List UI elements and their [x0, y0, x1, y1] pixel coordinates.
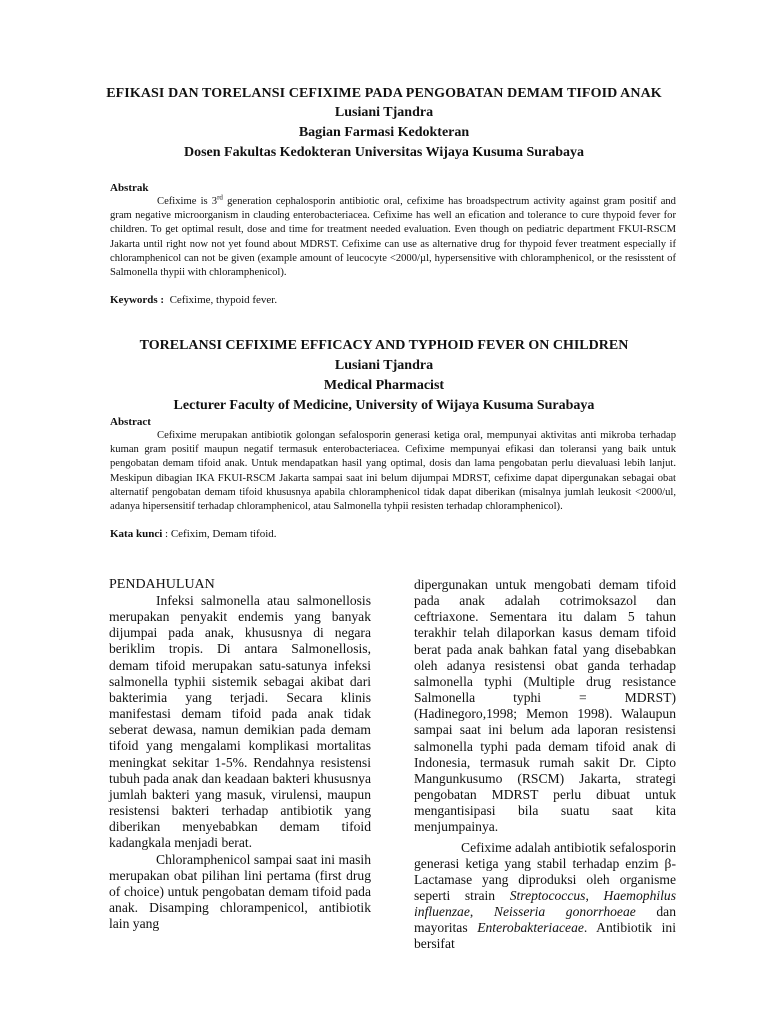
keywords-label: Keywords : — [110, 294, 165, 307]
abstract-text: Cefixime is 3rd generation cephalosporin antibiotic oral, cefixime has broadspectrum activity against gram positif and gram negative microorganism in clauding enterobacteriacea. Cefixime has well an efication and tolerance to cure thypoid fever for children. To get optimal result, dose and time for treatment needed evaluation. Even though on pediatric department FKUI-RSCM Jakarta until right now not yet found about MDRST. Cefixime can use as alternative drug for thypoid fever treatment especially if chloramphenicol can not be given (example amount of leucocyte <2000/µl, hypersensitive with chloramphenicol, or the resisstent of Salmonella thypii with chloramphenicol). — [110, 193, 676, 279]
paper-header-english — [0, 336, 768, 416]
paper-title: EFIKASI DAN TORELANSI CEFIXIME PADA PENGOBATAN DEMAM TIFOID ANAK — [106, 86, 662, 101]
paragraph: dipergunakan untuk mengobati demam tifoid pada anak adalah cotrimoksazol dan ceftriaxone. Sementara itu dalam 5 tahun terakhir telah dilaporkan kasus demam tifoid berat pada anak bahkan fatal yang disebabkan oleh adanya resistensi obat ganda terhadap salmonella typhi (Multiple drug resistance Salmonella typhi = MDRST) (Hadinegoro,1998; Memon 1998). Walaupun sampai saat ini belum ada laporan resistensi salmonella typhi pada demam tifoid anak di Indonesia, termasuk rumah sakit Dr. Cipto Mangunkusumo (RSCM) Jakarta, strategi pengobatan MDRST perlu dibuat untuk mengantisipasi bila suatu saat kita menjumpainya. — [414, 577, 676, 835]
paragraph: Infeksi salmonella atau salmonellosis merupakan penyakit endemis yang banyak dijumpai pada anak, khususnya di negara beriklim tropis. Di antara Salmonellosis, demam tifoid merupakan satu-satunya infeksi salmonella typhii sistemik sebagai akibat dari bakterimia yang terjadi. Secara klinis manifestasi demam tifoid pada anak tidak seberat dewasa, namun demikian pada demam tifoid yang mengalami komplikasi mortalitas meningkat sekitar 1-5%. Rendahnya resistensi tubuh pada anak dan keadaan bakteri khususnya jumlah bakteri yang masuk, virulensi, maupun resistensi bakteri terhadap antibiotik yang diberikan menyebabkan demam tifoid kadangkala menjadi berat. — [109, 593, 371, 851]
body-column-right — [414, 577, 676, 953]
author-name: Lusiani Tjandra — [334, 105, 434, 120]
paper-title-2: TORELANSI CEFIXIME EFFICACY AND TYPHOID FEVER ON CHILDREN — [139, 338, 629, 353]
section-heading: PENDAHULUAN — [109, 577, 215, 592]
abstract-section-2 — [110, 416, 676, 541]
keywords-line-2 — [110, 527, 676, 541]
affiliation: Dosen Fakultas Kedokteran Universitas Wijaya Kusuma Surabaya — [183, 145, 585, 160]
department-2: Medical Pharmacist — [323, 378, 445, 393]
keywords-value: Cefixime, thypoid fever. — [169, 294, 278, 307]
abstract-label-2: Abstract — [110, 416, 151, 428]
abstract-section-1 — [110, 182, 676, 307]
body-column-left — [109, 577, 371, 932]
abstract-text-2: Cefixime merupakan antibiotik golongan sefalosporin generasi ketiga oral, mempunyai aktivitas anti mikroba terhadap kuman gram positif maupun negatif termasuk enterobacteriacea. Cefixime mempunyai efikasi dan toleransi yang baik untuk pengobatan demam tifoid anak. Untuk mendapatkan hasil yang optimal, dosis dan lama pengobatan perlu dievaluasi lebih lanjut. Meskipun dibagian IKA FKUI-RSCM Jakarta sampai saat ini belum dijumpai MDRST, cefixime dapat dipergunakan sebagai obat alternatif pengobatan demam tifoid khususnya apabila chloramphenicol tidak dapat diberikan (misalnya jumlah leukosit <2000/ul, adanya hipersensitif terhadap chloramphenicol, atau Salmonella tyhpii resisten terhadap chloramphenicol). — [110, 430, 676, 513]
paper-header-indonesian — [0, 84, 768, 163]
abstract-label: Abstrak — [110, 182, 149, 194]
affiliation-2: Lecturer Faculty of Medicine, University of Wijaya Kusuma Surabaya — [173, 398, 595, 413]
keywords-label-2: Kata kunci — [110, 528, 163, 541]
department: Bagian Farmasi Kedokteran — [298, 125, 470, 140]
author-name-2: Lusiani Tjandra — [334, 358, 434, 373]
keywords-line — [110, 293, 676, 307]
paragraph: Chloramphenicol sampai saat ini masih merupakan obat pilihan lini pertama (first drug of choice) untuk pengobatan demam tifoid pada anak. Disamping chlorampenicol, antibiotik lain yang — [109, 851, 371, 932]
paragraph: Cefixime adalah antibiotik sefalosporin generasi ketiga yang stabil terhadap enzim β-Lactamase yang diproduksi oleh organisme seperti strain Streptococcus, Haemophilus influenzae, Neisseria gonorrhoeae dan mayoritas Enterobakteriaceae. Antibiotik ini bersifat — [414, 839, 677, 952]
keywords-value-2: : Cefixim, Demam tifoid. — [162, 528, 277, 541]
